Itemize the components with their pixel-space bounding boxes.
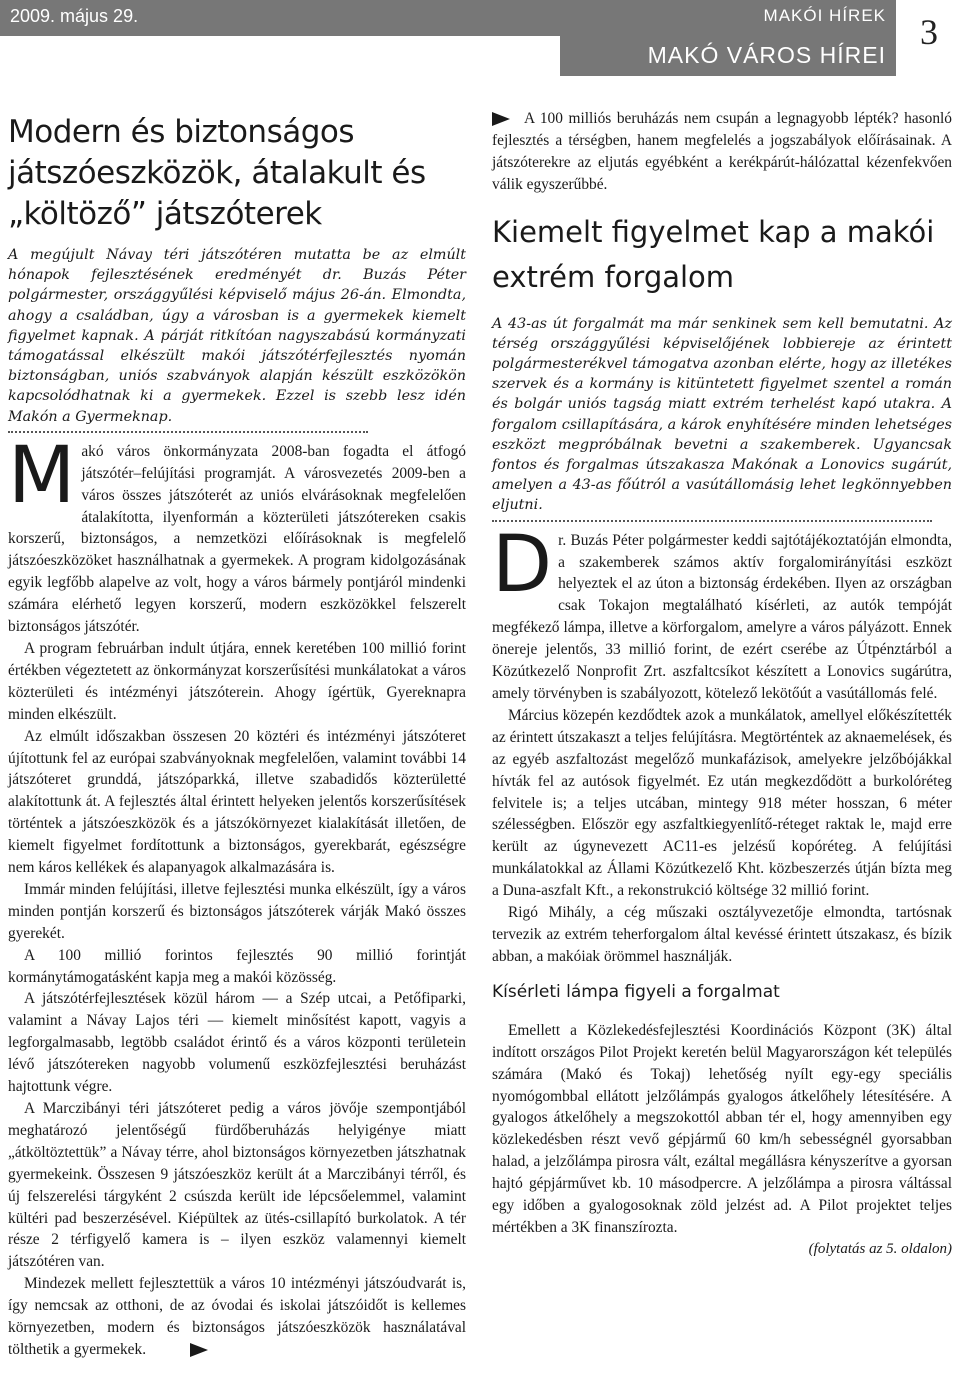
right-column xyxy=(492,108,952,1258)
article-paragraph: A játszótérfejlesztések közül három — a Szép utcai, a Petőfiparki, valamint a Návay Lajos téri — kiemelt minősítést kapott, vagyis a legforgalmasabb, legtöbb családot érintő és a város központi területein lévő játszótereken nagyobb volumenű eszközfejlesztési beruházást hajtottunk végre. xyxy=(8,990,466,1096)
article-paragraph: A 100 millió forintos fejlesztés 90 millió forintját kormánytámogatásként kapja meg a makói közösség. xyxy=(8,946,466,986)
article-paragraph: Immár minden felújítási, illetve fejlesztési munka elkészült, így a város minden pontján korszerű és biztonságos játszóterek várják Makó összes gyerekét. xyxy=(8,880,466,942)
article-lead: A megújult Návay téri játszótéren mutatta be az elmúlt hónapok fejlesztésének eredményét dr. Buzás Péter polgármester, országgyűlési képviselő május 26-án. Elmondta, ahogy a családban, úgy a városban is a gyermekek kiemelt figyelmet kapnak. A párját ritkítóan nagyszabású kormányzati támogatással elkészült makói játszótérfejlesztés nyomán biztonságban, uniós szabványok alapján készült eszközökön kapcsolódhatnak ki a gyermekek. Ezzel is szebb lesz idén Makón a Gyermeknap. xyxy=(8,247,466,425)
article-paragraph: Mindezek mellett fejlesztettük a város 10 intézményi játszóudvarát is, így nemcsak az otthoni, de az óvodai és iskolai játszóidőt is kellemes környezetben, modern és biztonságos játszóeszközök használatával tölthetik a gyermekek. xyxy=(8,1275,466,1358)
article-title: Kiemelt figyelmet kap a makói extrém forgalom xyxy=(492,214,935,294)
page-number: 3 xyxy=(896,0,960,64)
article-paragraph: Az elmúlt időszakban összesen 20 köztéri és intézményi játszóteret újítottunk fel az európai szabványoknak megfelelően, valamint további 14 játszóteret grunddá, játszóparkká, illetve szabadidős közterületté alakítottunk át. A fejlesztés által érintett helyeken jelentős korszerűsítések történtek a játszóeszközök és a játszókörnyezet kialakítását illetően, de kiemelt figyelmet fordítottunk a biztonságos, gyerekbarát, egészségre nem káros kellékek és alapanyagok alkalmazására is. xyxy=(8,727,466,877)
article-paragraph: A Marczibányi téri játszóteret pedig a város jövője szempontjából meghatározó jelentőségű fürdőberuházás helyigénye miatt „átköltöztettük” a Návay térre, ahol biztonságos környezetben játszhatnak gyermekeink. Összesen 9 játszóeszköz került át a Marczibányi térről, és új felszerelési tárgyként 2 csúszda került ide lépcsőelemmel, valamint kültéri pad beszerzésével. Kiépültek az ütés-csillapító burkolatok. A tér része 2 térfigyelő kamera is – ilyen eszköz valamennyi kiemelt játszótéren van. xyxy=(8,1100,466,1271)
top-bar xyxy=(0,0,896,36)
sub-bar xyxy=(560,36,896,76)
section-name: MAKÓI HÍREK xyxy=(763,6,886,25)
section-subtitle: MAKÓ VÁROS HÍREI xyxy=(647,42,886,68)
article-lead: A 43-as út forgalmát ma már senkinek sem kell bemutatni. Az térség országgyűlési képviselőjének lobbiereje az érintett polgármesterékvel támogatva azonban elérte, hogy az illetékes szervek és a kormány is kitüntetett figyelmet szentel a román és bolgár uniós tagság miatt extrém terhelést kapó utakra. A forgalom csillapítására, a károk enyhítésére minden lehetséges eszközt megpróbálnak bevetni a szakemberek. Ugyancsak fontos és forgalmas útszakasza Makónak a Lonovics sugárút, amelyen a 43-as főútról a vasútállomásig lehet legkönnyebben eljutni. xyxy=(492,315,952,514)
article-paragraph: A program februárban indult útjára, ennek keretében 100 millió forint értékben végeztetett az önkormányzat korszerűsítési munkálatokat a város közterületi és intézményi játszóterein. Ahogy ígértük, Gyereknapra minden elkészült. xyxy=(8,639,466,723)
article-paragraph: Március közepén kezdődtek azok a munkálatok, amellyel előkészítették az érintett útszakaszt a teljes felújításra. Megtörténtek az aknaemelések, és az egyéb aszfaltozást megelőző munkafázisok, amelyekre jelzőbójákkal hívták fel az autósok figyelmét. Ez után megkezdődött a burkolóréteg felvitele is; a teljes utcában, mintegy 918 méter hosszan, 6 méter szélességben. Először egy aszfaltkiegyenlítő-réteget raktak le, majd erre került az úgynevezett AC11-es jelzésű kopóréteg. A felújítási munkálatokkal az Állami Közútkezelő Kht. közbeszerzés útján bízta meg a Duna-aszfalt Kft., a rekonstrukció költsége 32 millió forint. xyxy=(492,706,952,900)
continue-arrow-icon xyxy=(190,1343,208,1357)
article-paragraph: Emellett a Közlekedésfejlesztési Koordinációs Központ (3K) által indított országos Pilot Projekt keretén belül Magyarországon két település számára (Makó és Tokaj) lehetőség nyílt egy-egy speciális nyomógombbal ellátott jelzőlámpás gyalogos átkelőhely létesítésére. A gyalogos átkelőhely a megszokottól abban tér el, hogy amennyiben egy közlekedésben részt vevő gépjármű 60 km/h sebességnél gyorsabban halad, a jelzőlámpa pirosra vált, ezáltal megállásra kényszerítve a gyorsan hajtó gépjárművet kb. 10 másodpercre. A jelzőlámpa a pirosra váltással egy időben a gyalogosoknak zöld jelzést ad. A Pilot projektet teljes mértékben a 3K finanszírozta. xyxy=(492,1021,952,1236)
subheading: Kísérleti lámpa figyeli a forgalmat xyxy=(492,981,780,1002)
continue-arrow-icon xyxy=(492,112,510,126)
issue-date: 2009. május 29. xyxy=(10,6,139,26)
continued-paragraph: A 100 milliós beruházás nem csupán a legnagyobb lépték? hasonló fejlesztés a térségben, hanem megfelelés a jogszabályok előírásainak. A játszóterekre az eljutás egyébként a kerékpárút-hálózattal kézenfekvően válik egyszerűbbé. xyxy=(492,110,952,193)
continued-note: (folytatás az 5. oldalon) xyxy=(808,1240,952,1257)
article-paragraph: Dr. Buzás Péter polgármester keddi sajtótájékoztatóján elmondta, a szakemberek számos aktív forgalomirányítási eszközt helyeztek el az úton a biztonság érdekében. Ilyen az országban csak Tokajon megtalálható kísérleti, az autók tempóját megfékező lámpa, illetve a körforgalom, amelyre a város pályázott. Ennek önereje jelentős, 33 millió forint, de ezért cserébe az Útpénztárból a Közútkezelő Nonprofit Zrt. aszfaltcsíkot készített a Lonovics sugárútra, amely törvényben is szabályozott, kötelező lekötőút a vasútállomás felé. xyxy=(492,519,952,702)
article-title: Modern és biztonságos játszóeszközök, átalakult és „költöző” játszóterek xyxy=(8,114,426,232)
drop-cap: M xyxy=(8,430,76,521)
article-paragraph: Rigó Mihály, a cég műszaki osztályvezetője elmondta, tartósnak tervezik az extrém teherforgalom által kevéssé érintett útszakasz, és bízik abban, a makóiak örömmel használják. xyxy=(492,904,952,965)
left-column xyxy=(8,108,466,1361)
dotted-divider xyxy=(492,520,932,522)
article-paragraph: Makó város önkormányzata 2008-ban fogadta el átfogó játszótér–felújítási programját. A városvezetés 2009-ben a város összes játszóterét az uniós elvárásoknak megfelelően átalakította, ilyenformán a közterületi játszótereken csakis korszerű, biztonságos, a nemzetközi előírásoknak is megfelelő játszóeszközöket használhatnak a gyermekek. A program kidolgozásának egyik legfőbb alapelve az volt, hogy a város bármely pontjáról mindenki számára elérhető legyen korszerű, modern eszközökkel felszerelt biztonságos játszótér. xyxy=(8,430,466,636)
drop-cap: D xyxy=(492,519,553,610)
